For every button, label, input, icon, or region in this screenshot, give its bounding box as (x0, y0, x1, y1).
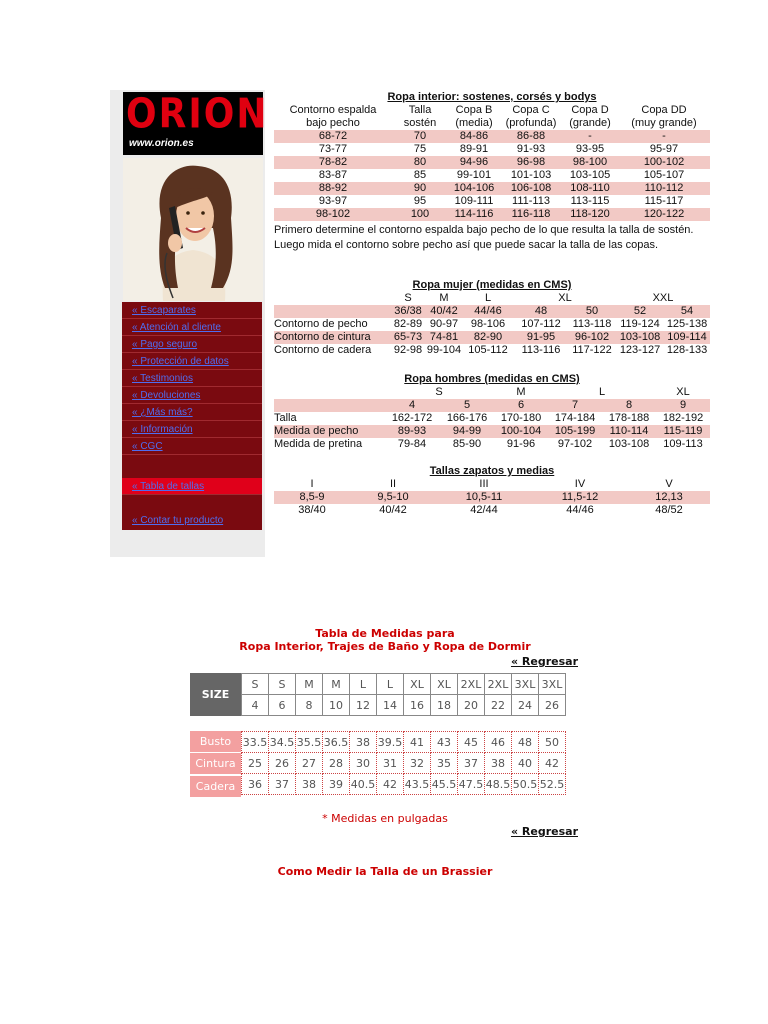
row-label-cadera: Cadera (190, 776, 241, 797)
cell: 27 (296, 753, 323, 774)
cell: 46 (485, 732, 512, 753)
cell: 97-102 (557, 438, 593, 450)
cell: 113-116 (521, 344, 561, 356)
row-label: Medida de pretina (274, 438, 363, 450)
cell: 170-180 (500, 412, 542, 424)
cell: 44/46 (462, 305, 514, 318)
bra-header-talla-1: Talla (408, 104, 432, 116)
cell: 85-90 (452, 438, 482, 450)
cell: 103-105 (569, 169, 611, 181)
bra-header-copa-b-2: (media) (455, 117, 493, 129)
cell: 115-117 (644, 195, 684, 207)
cell: 119-124 (620, 318, 660, 330)
cell: 82-90 (462, 331, 514, 344)
cell: 123-127 (619, 344, 661, 356)
cell: 43.5 (404, 774, 431, 795)
cell: 33.5 (242, 732, 269, 753)
cell: 98-100 (562, 156, 618, 169)
cell: 42 (539, 753, 566, 774)
size-letter: S (242, 674, 269, 695)
orion-logo[interactable] (123, 90, 269, 155)
back-link-top[interactable]: « Regresar (510, 655, 578, 668)
cell: 40.5 (350, 774, 377, 795)
cell: 166-176 (446, 412, 488, 424)
cell: 10,5-11 (436, 491, 532, 504)
cell: 75 (413, 143, 427, 155)
cell: 114-116 (448, 208, 500, 221)
bra-header-copa-d-1: Copa D (571, 104, 609, 116)
size-number: 4 (242, 695, 269, 716)
cell: 125-138 (666, 318, 708, 330)
cell: 120-122 (618, 208, 710, 221)
cell: 96-98 (500, 156, 562, 169)
cell: 41 (404, 732, 431, 753)
table-row (274, 169, 710, 182)
cell: 110-112 (618, 182, 710, 195)
cell: 35 (431, 753, 458, 774)
cell: 115-119 (656, 425, 710, 438)
measures-table (241, 731, 566, 795)
cell: 12,13 (628, 491, 710, 504)
table-row (274, 344, 710, 357)
cell: 7 (548, 399, 602, 412)
cell: 38/40 (298, 504, 326, 516)
men-table-title: Ropa hombres (medidas en CMS) (404, 373, 580, 385)
cell: 40 (512, 753, 539, 774)
table-row (274, 208, 710, 221)
cell: 34.5 (269, 732, 296, 753)
cell: 109-111 (454, 195, 494, 207)
table-row (274, 143, 710, 156)
women-size-s: S (404, 292, 412, 304)
cell: 47.5 (458, 774, 485, 795)
cell: 106-108 (500, 182, 562, 195)
size-number: 14 (377, 695, 404, 716)
size-letter: 2XL (485, 674, 512, 695)
cell: 103-108 (608, 438, 650, 450)
size-header: SIZE (190, 673, 241, 716)
cell: 43 (431, 732, 458, 753)
size-number: 12 (350, 695, 377, 716)
size-number: 16 (404, 695, 431, 716)
size-number: 22 (485, 695, 512, 716)
bra-header-talla-2: sostén (403, 117, 437, 129)
cell: 109-113 (663, 438, 703, 450)
cell: 65-73 (390, 331, 426, 344)
cell: 31 (377, 753, 404, 774)
cell: 110-114 (602, 425, 656, 438)
cell: 4 (384, 399, 440, 412)
cell: 91-95 (514, 331, 568, 344)
cell: 162-172 (391, 412, 433, 424)
size-number: 10 (323, 695, 350, 716)
menu-item-proteccion-datos[interactable]: « Protección de datos (122, 353, 262, 370)
row-label: Contorno de cintura (274, 331, 390, 344)
cell: 108-110 (562, 182, 618, 195)
cell: 116-118 (500, 208, 562, 221)
shoes-header-iii: III (479, 478, 489, 490)
table-row (274, 504, 710, 517)
cell: 105-112 (468, 344, 508, 356)
cell: 11,5-12 (532, 491, 628, 504)
menu-item-contar-producto[interactable]: « Contar tu producto (132, 515, 224, 526)
size-letter: L (350, 674, 377, 695)
cell: 9,5-10 (350, 491, 436, 504)
cell: 91-93 (516, 143, 546, 155)
cell: 48/52 (655, 504, 683, 516)
men-size-l: L (598, 386, 606, 398)
table-row (274, 156, 710, 169)
cell: 9 (656, 399, 710, 412)
cell: 36/38 (390, 305, 426, 318)
table-row (274, 195, 710, 208)
menu-item-informacion[interactable]: « Información (122, 421, 262, 438)
cell: 42 (377, 774, 404, 795)
women-size-xl: XL (558, 292, 572, 304)
cell: 37 (269, 774, 296, 795)
cell: 54 (664, 305, 710, 318)
menu-item-devoluciones[interactable]: « Devoluciones (122, 387, 262, 404)
table-row (242, 774, 566, 795)
cell: 36 (242, 774, 269, 795)
cell: 45 (458, 732, 485, 753)
cell: 93-95 (575, 143, 605, 155)
menu-item-atencion-cliente[interactable]: « Atención al cliente (122, 319, 262, 336)
cell: 40/42 (379, 504, 407, 516)
table-row (274, 425, 710, 438)
menu-item-escaparates[interactable]: « Escaparates (122, 302, 262, 319)
cell: 103-108 (616, 331, 664, 344)
cell: 89-91 (459, 143, 489, 155)
cell: 38 (485, 753, 512, 774)
cell: 52.5 (539, 774, 566, 795)
logo-url: www.orion.es (129, 138, 194, 149)
shoes-header-i: I (310, 478, 314, 490)
cell: 98-102 (274, 208, 392, 221)
size-letter: M (296, 674, 323, 695)
size-number: 20 (458, 695, 485, 716)
size-letter: XL (431, 674, 458, 695)
cell: 109-114 (664, 331, 710, 344)
table-row (274, 130, 710, 143)
cell: 6 (494, 399, 548, 412)
cell: 68-72 (274, 130, 392, 143)
bra-instructions: Primero determine el contorno espalda bajo pecho de lo que resulta la talla de sostén. Luego mida el contorno sobre pecho así que puede sacar la talla de las copas. (274, 224, 694, 251)
cell: 174-184 (554, 412, 596, 424)
cell: - (562, 130, 618, 143)
measures-title-2: Ropa Interior, Trajes de Baño y Ropa de Dormir (239, 640, 531, 653)
cell: 25 (242, 753, 269, 774)
row-label: Talla (274, 412, 297, 424)
shoes-header-iv: IV (574, 478, 586, 490)
table-row (274, 438, 710, 451)
cell: - (618, 130, 710, 143)
women-size-xxl: XXL (652, 292, 674, 304)
cell: 35.5 (296, 732, 323, 753)
bra-header-copa-c-2: (profunda) (505, 117, 557, 129)
row-label-busto: Busto (190, 731, 241, 752)
bra-header-copa-dd-1: Copa DD (641, 104, 687, 116)
cell: 38 (350, 732, 377, 753)
size-number: 18 (431, 695, 458, 716)
sidebar-menu (122, 302, 262, 530)
measures-title-1: Tabla de Medidas para (315, 627, 455, 640)
cell: 50 (539, 732, 566, 753)
size-number: 8 (296, 695, 323, 716)
cell: 50.5 (512, 774, 539, 795)
cell: 104-106 (448, 182, 500, 195)
cell: 39 (323, 774, 350, 795)
cell: 94-96 (448, 156, 500, 169)
cell: 79-84 (397, 438, 427, 450)
cell: 74-81 (426, 331, 462, 344)
cell: 36.5 (323, 732, 350, 753)
logo-wordmark: ORION (126, 90, 269, 138)
shoes-size-table (274, 478, 710, 517)
women-size-m: M (439, 292, 449, 304)
measures-note: * Medidas en pulgadas (322, 812, 448, 825)
cell: 83-87 (318, 169, 348, 181)
customer-service-photo (123, 158, 263, 301)
cell: 90-97 (429, 318, 459, 330)
cell: 107-112 (521, 318, 561, 330)
cell: 73-77 (318, 143, 348, 155)
cell: 94-99 (440, 425, 494, 438)
back-link-bottom[interactable]: « Regresar (510, 825, 578, 838)
cell: 48 (512, 732, 539, 753)
cell: 44/46 (566, 504, 594, 516)
cell: 101-103 (510, 169, 552, 181)
bra-header-copa-d-2: (grande) (569, 117, 611, 129)
row-label: Contorno de pecho (274, 318, 368, 330)
cell: 92-98 (393, 344, 423, 356)
cell: 105-199 (548, 425, 602, 438)
cell: 100-104 (494, 425, 548, 438)
menu-item-pago-seguro[interactable]: « Pago seguro (122, 336, 262, 353)
menu-item-mas[interactable]: « ¿Más más? (122, 404, 262, 421)
cell: 37 (458, 753, 485, 774)
table-row (274, 182, 710, 195)
table-row (274, 412, 710, 425)
cell: 39.5 (377, 732, 404, 753)
table-row (242, 753, 566, 774)
cell: 82-89 (393, 318, 423, 330)
cell: 105-107 (643, 169, 685, 181)
cell: 113-118 (572, 318, 612, 330)
cell: 99-104 (426, 344, 462, 356)
bra-header-copa-c-1: Copa C (512, 104, 550, 116)
shoes-header-v: V (665, 478, 673, 490)
cell: 48 (514, 305, 568, 318)
cell: 42/44 (470, 504, 498, 516)
size-letter: 2XL (458, 674, 485, 695)
bra-size-table (274, 104, 710, 221)
bra-table-title: Ropa interior: sostenes, corsés y bodys (387, 91, 597, 103)
cell: 85 (413, 169, 427, 181)
cell: 93-97 (318, 195, 348, 207)
cell: 95 (413, 195, 427, 207)
women-size-table (274, 292, 710, 357)
row-label-cintura: Cintura (190, 753, 241, 774)
cell: 30 (350, 753, 377, 774)
bra-measure-heading[interactable]: Como Medir la Talla de un Brassier (277, 865, 493, 878)
cell: 48.5 (485, 774, 512, 795)
size-letter: S (269, 674, 296, 695)
cell: 84-86 (448, 130, 500, 143)
cell: 118-120 (562, 208, 618, 221)
cell: 5 (440, 399, 494, 412)
cell: 80 (392, 156, 448, 169)
cell: 28 (323, 753, 350, 774)
men-size-xl: XL (676, 386, 690, 398)
shoes-table-title: Tallas zapatos y medias (429, 465, 555, 477)
table-row (274, 318, 710, 331)
men-size-table (274, 386, 710, 451)
cell: 40/42 (426, 305, 462, 318)
row-label: Medida de pecho (274, 425, 384, 438)
menu-item-testimonios[interactable]: « Testimonios (122, 370, 262, 387)
left-column (110, 90, 269, 557)
cell: 8,5-9 (274, 491, 350, 504)
cell: 182-192 (662, 412, 704, 424)
cell: 128-133 (666, 344, 708, 356)
cell: 99-101 (456, 169, 492, 181)
cell: 50 (568, 305, 616, 318)
women-size-l: L (484, 292, 492, 304)
cell: 95-97 (649, 143, 679, 155)
cell: 111-113 (512, 195, 550, 207)
cell: 100-102 (618, 156, 710, 169)
cell: 70 (392, 130, 448, 143)
table-row (242, 732, 566, 753)
row-label: Contorno de cadera (274, 344, 372, 356)
cell: 86-88 (500, 130, 562, 143)
size-number: 6 (269, 695, 296, 716)
cell: 89-93 (384, 425, 440, 438)
size-letter: XL (404, 674, 431, 695)
cell: 178-188 (608, 412, 650, 424)
size-letter: L (377, 674, 404, 695)
cell: 90 (392, 182, 448, 195)
size-letter: 3XL (512, 674, 539, 695)
cell: 38 (296, 774, 323, 795)
cell: 98-106 (470, 318, 506, 330)
cell: 113-115 (570, 195, 610, 207)
bra-header-copa-dd-2: (muy grande) (631, 117, 697, 129)
cell: 8 (602, 399, 656, 412)
bra-header-contorno-2: bajo pecho (306, 117, 360, 129)
cell: 88-92 (274, 182, 392, 195)
table-row (274, 331, 710, 344)
cell: 78-82 (274, 156, 392, 169)
cell: 26 (269, 753, 296, 774)
bra-header-copa-b-1: Copa B (455, 104, 493, 116)
table-row (274, 491, 710, 504)
cell: 52 (616, 305, 664, 318)
women-table-title: Ropa mujer (medidas en CMS) (412, 279, 572, 291)
menu-item-cgc[interactable]: « CGC (122, 438, 262, 455)
cell: 117-122 (572, 344, 612, 356)
size-letter: M (323, 674, 350, 695)
menu-item-tabla-tallas[interactable]: « Tabla de tallas (122, 478, 262, 495)
cell: 32 (404, 753, 431, 774)
cell: 91-96 (506, 438, 536, 450)
cell: 100 (392, 208, 448, 221)
men-size-s: S (435, 386, 443, 398)
size-letter-table (241, 673, 566, 716)
size-number: 26 (539, 695, 566, 716)
men-size-m: M (516, 386, 526, 398)
shoes-header-ii: II (389, 478, 397, 490)
size-number: 24 (512, 695, 539, 716)
bra-header-contorno-1: Contorno espalda (289, 104, 377, 116)
size-letter: 3XL (539, 674, 566, 695)
cell: 45.5 (431, 774, 458, 795)
cell: 96-102 (568, 331, 616, 344)
